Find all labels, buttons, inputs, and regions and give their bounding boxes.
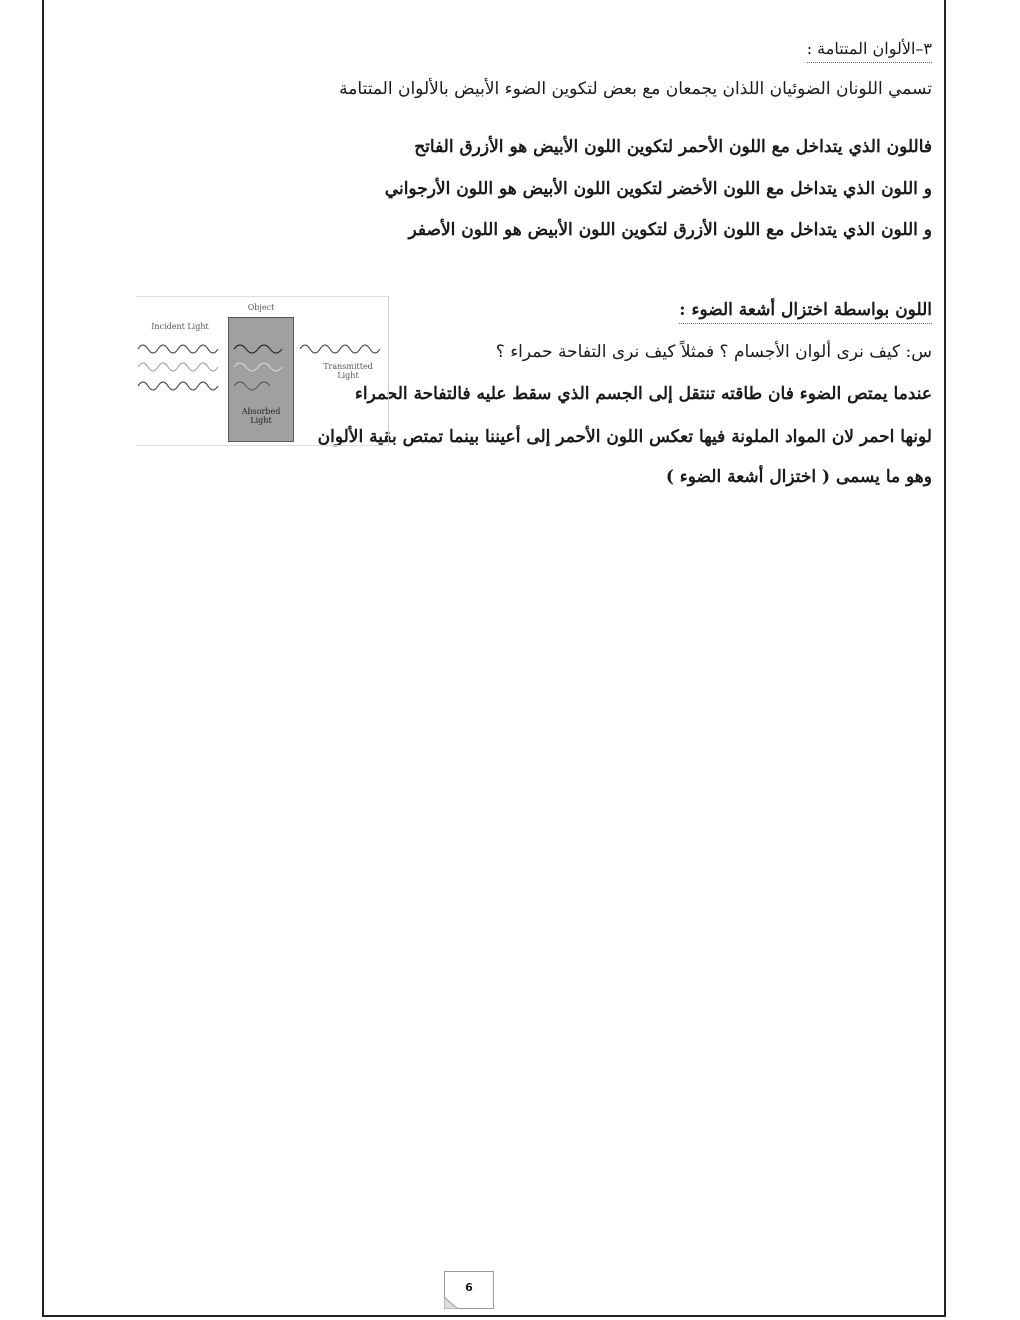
incident-light-label: Incident Light: [151, 322, 209, 331]
complementary-pair-red: فاللون الذي يتداخل مع اللون الأحمر لتكوين اللون الأبيض هو الأزرق الفاتح: [414, 137, 932, 157]
question-text: س: كيف نرى ألوان الأجسام ؟ فمثلاً كيف نرى التفاحة حمراء ؟: [495, 342, 932, 362]
incident-wave-3: [138, 382, 218, 390]
object-wave-1: [234, 345, 282, 353]
object-wave-2: [234, 363, 282, 371]
answer-line: وهو ما يسمى ( اختزال أشعة الضوء ): [665, 467, 932, 487]
complementary-pair-blue: و اللون الذي يتداخل مع اللون الأزرق لتكوين اللون الأبيض هو اللون الأصفر: [408, 220, 932, 240]
object-label: Object: [247, 303, 275, 312]
section-heading-complementary-colors: ٣–الألوان المتتامة :: [807, 38, 932, 63]
page-number: 6: [444, 1271, 494, 1309]
absorbed-light-label: Absorbed Light: [241, 407, 281, 425]
light-waves-drawing: [136, 297, 388, 445]
transmitted-light-label: Transmitted Light: [323, 362, 373, 380]
definition-text: تسمي اللونان الضوئيان اللذان يجمعان مع بعض لتكوين الضوء الأبيض بالألوان المتتامة: [339, 79, 932, 99]
complementary-pair-green: و اللون الذي يتداخل مع اللون الأخضر لتكوين اللون الأبيض هو اللون الأرجواني: [384, 179, 932, 199]
page-fold-icon: [444, 1297, 458, 1309]
incident-wave-2: [138, 363, 218, 371]
light-absorption-figure: [136, 296, 389, 446]
incident-wave-1: [138, 345, 218, 353]
answer-line: لونها احمر لان المواد الملونة فيها تعكس اللون الأحمر إلى أعيننا بينما تمتص بقية الألوان: [317, 427, 932, 447]
object-wave-3: [234, 382, 270, 390]
answer-line: عندما يمتص الضوء فان طاقته تنتقل إلى الجسم الذي سقط عليه فالتفاحة الحمراء: [354, 384, 932, 404]
section-heading-absorption: اللون بواسطة اختزال أشعة الضوء :: [679, 299, 932, 324]
transmitted-wave: [300, 345, 380, 353]
